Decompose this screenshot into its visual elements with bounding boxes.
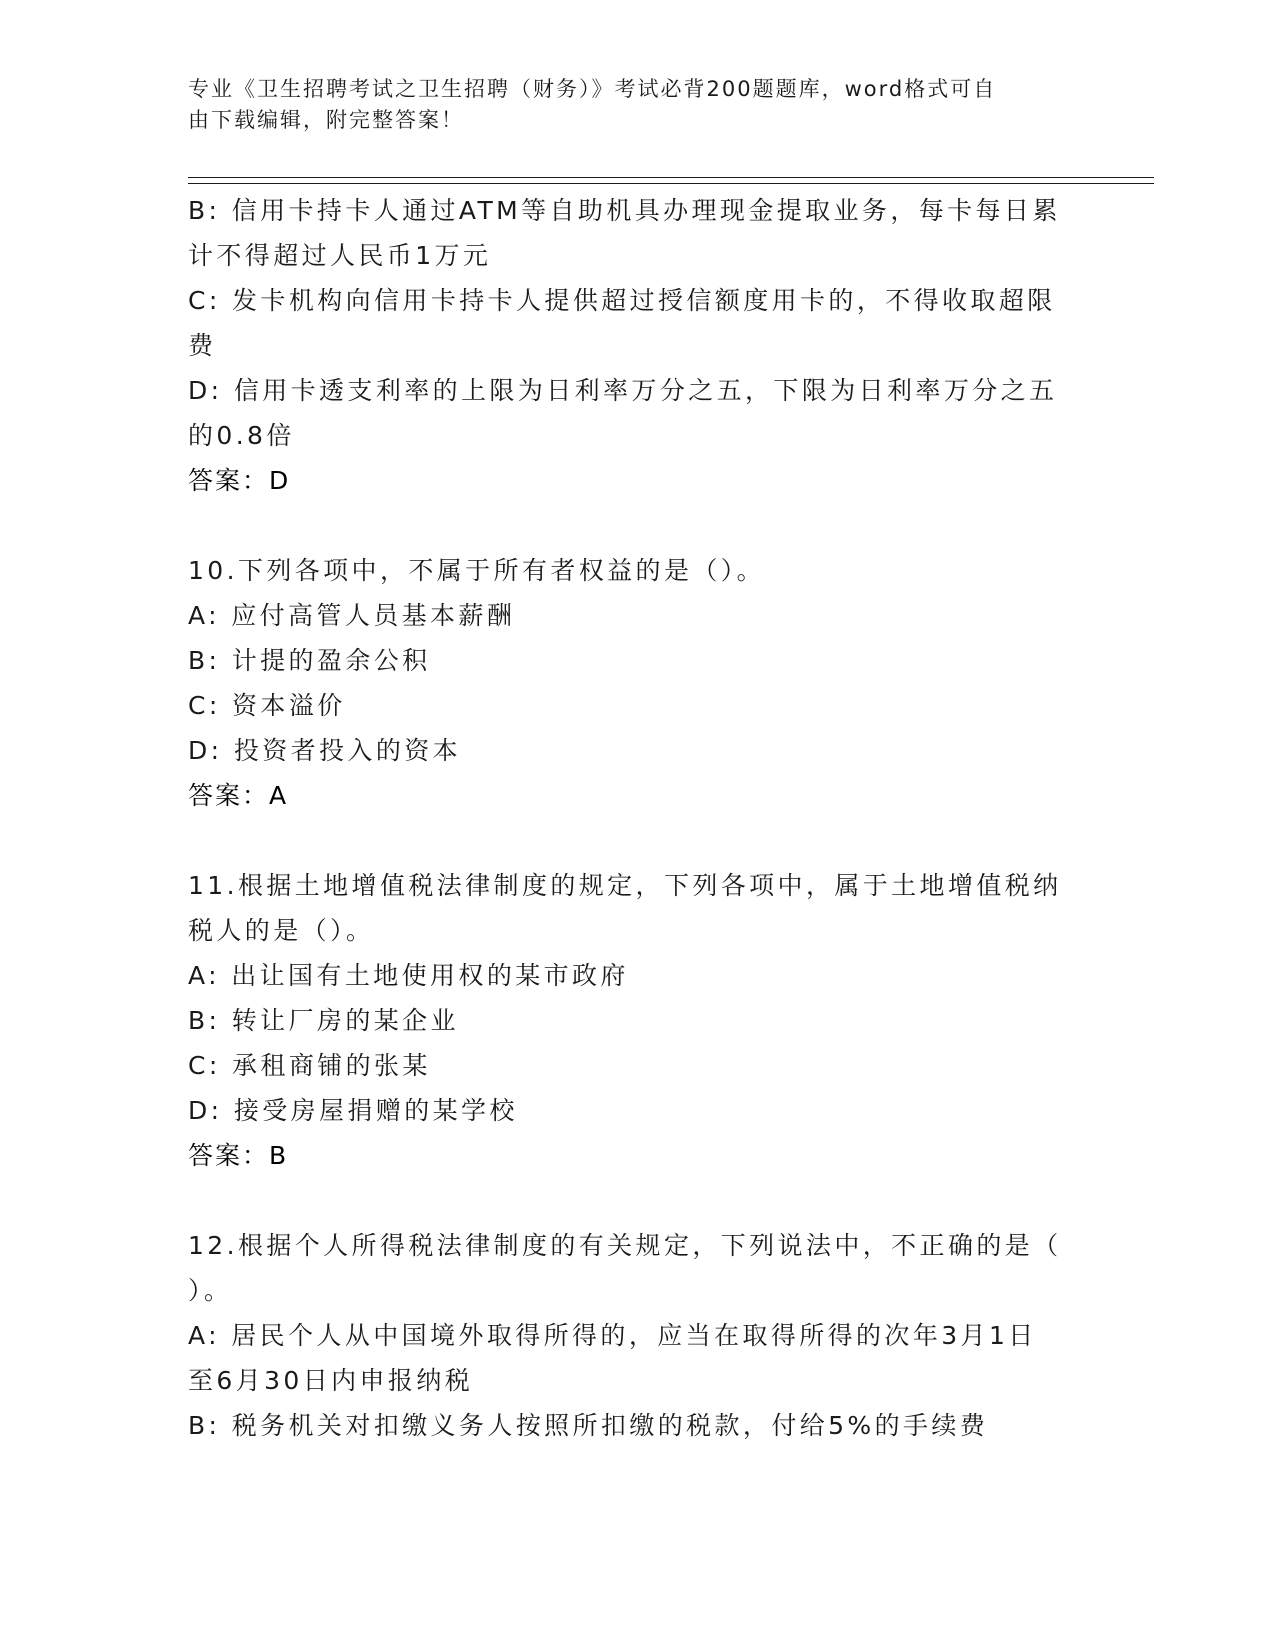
- option-a: A: 应付高管人员基本薪酬: [188, 601, 516, 630]
- option-d: D: 接受房屋捐赠的某学校: [188, 1096, 518, 1125]
- option-c: C: 承租商铺的张某: [188, 1051, 431, 1080]
- option-d-line-1: D: 信用卡透支利率的上限为日利率万分之五，下限为日利率万分之五: [188, 376, 1058, 405]
- option-c: C: 资本溢价: [188, 691, 346, 720]
- option-b-line-1: B: 信用卡持卡人通过ATM等自助机具办理现金提取业务，每卡每日累: [188, 196, 1061, 225]
- option-a: A: 出让国有土地使用权的某市政府: [188, 961, 629, 990]
- question-11: [188, 863, 1078, 1178]
- answer-label: 答案：D: [188, 466, 291, 495]
- question-stem-line-2: ）。: [188, 1276, 233, 1305]
- question-stem-line-2: 税人的是（）。: [188, 916, 375, 945]
- spacer: [188, 1178, 1078, 1223]
- option-a-line-2: 至6月30日内申报纳税: [188, 1366, 474, 1395]
- spacer: [188, 818, 1078, 863]
- option-c-line-2: 费: [188, 331, 217, 360]
- option-d: D: 投资者投入的资本: [188, 736, 462, 765]
- answer-label: 答案：B: [188, 1141, 289, 1170]
- header-line-1: 专业《卫生招聘考试之卫生招聘（财务）》考试必背200题题库，word格式可自: [188, 77, 997, 101]
- option-d-line-2: 的0.8倍: [188, 421, 295, 450]
- question-stem-line-1: 12.根据个人所得税法律制度的有关规定，下列说法中，不正确的是（: [188, 1231, 1062, 1260]
- question-list: [188, 188, 1078, 1448]
- option-c-line-1: C: 发卡机构向信用卡持卡人提供超过授信额度用卡的，不得收取超限: [188, 286, 1056, 315]
- option-b-line-2: 计不得超过人民币1万元: [188, 241, 492, 270]
- header-line-2: 由下载编辑，附完整答案！: [188, 108, 464, 132]
- question-stem: 10.下列各项中，不属于所有者权益的是（）。: [188, 556, 766, 585]
- option-b: B: 转让厂房的某企业: [188, 1006, 459, 1035]
- spacer: [188, 503, 1078, 548]
- question-10: [188, 548, 1078, 818]
- option-b: B: 税务机关对扣缴义务人按照所扣缴的税款，付给5%的手续费: [188, 1411, 989, 1440]
- header-divider-top: [188, 177, 1154, 178]
- document-header: [188, 74, 1068, 136]
- option-a-line-1: A: 居民个人从中国境外取得所得的，应当在取得所得的次年3月1日: [188, 1321, 1037, 1350]
- question-stem-line-1: 11.根据土地增值税法律制度的规定，下列各项中，属于土地增值税纳: [188, 871, 1062, 900]
- question-9-continued: [188, 188, 1078, 503]
- question-12: [188, 1223, 1078, 1448]
- option-b: B: 计提的盈余公积: [188, 646, 431, 675]
- header-divider-bottom: [188, 183, 1154, 184]
- answer-label: 答案：A: [188, 781, 289, 810]
